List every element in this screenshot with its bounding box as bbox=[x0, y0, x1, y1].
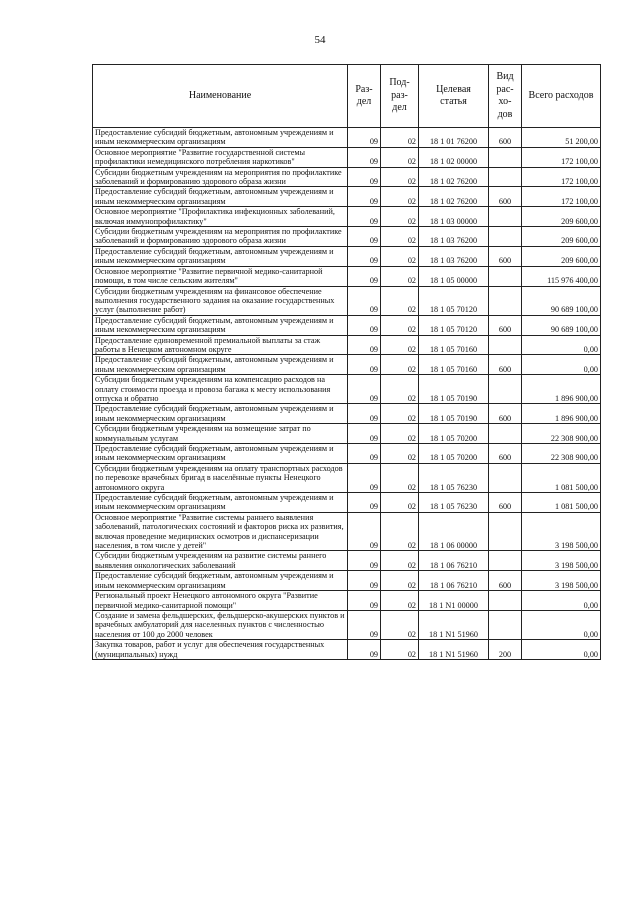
cell-target-article: 18 1 02 00000 bbox=[419, 147, 489, 167]
cell-subsection: 02 bbox=[381, 167, 419, 187]
table-row bbox=[93, 147, 601, 167]
cell-name: Субсидии бюджетным учреждениям на возмещение затрат по коммунальным услугам bbox=[93, 424, 348, 444]
table-row bbox=[93, 463, 601, 492]
cell-subsection: 02 bbox=[381, 493, 419, 513]
cell-expense-type bbox=[489, 167, 522, 187]
cell-total: 209 600,00 bbox=[522, 227, 601, 247]
cell-subsection: 02 bbox=[381, 571, 419, 591]
cell-name: Предоставление субсидий бюджетным, автономным учреждениям и иным некоммерческим организациям bbox=[93, 444, 348, 464]
cell-target-article: 18 1 05 76230 bbox=[419, 493, 489, 513]
cell-section: 09 bbox=[348, 286, 381, 315]
cell-name: Субсидии бюджетным учреждениям на мероприятия по профилактике заболеваний и формированию здорового образа жизни bbox=[93, 227, 348, 247]
cell-name: Предоставление единовременной премиальной выплаты за стаж работы в Ненецком автономном округе bbox=[93, 335, 348, 355]
cell-target-article: 18 1 05 00000 bbox=[419, 266, 489, 286]
table-row bbox=[93, 167, 601, 187]
table-row bbox=[93, 640, 601, 660]
cell-expense-type bbox=[489, 512, 522, 551]
cell-target-article: 18 1 05 70190 bbox=[419, 404, 489, 424]
cell-expense-type bbox=[489, 610, 522, 639]
cell-target-article: 18 1 05 70120 bbox=[419, 315, 489, 335]
table-row bbox=[93, 591, 601, 611]
cell-target-article: 18 1 05 70120 bbox=[419, 286, 489, 315]
table-row bbox=[93, 424, 601, 444]
table-row bbox=[93, 315, 601, 335]
cell-name: Создание и замена фельдшерских, фельдшерско-акушерских пунктов и врачебных амбулаторий для населенных пунктов с численностью населения от 100 до 2000 человек bbox=[93, 610, 348, 639]
cell-section: 09 bbox=[348, 315, 381, 335]
cell-subsection: 02 bbox=[381, 424, 419, 444]
cell-target-article: 18 1 05 70190 bbox=[419, 375, 489, 404]
cell-total: 172 100,00 bbox=[522, 167, 601, 187]
cell-expense-type: 600 bbox=[489, 571, 522, 591]
cell-target-article: 18 1 01 76200 bbox=[419, 128, 489, 148]
cell-section: 09 bbox=[348, 207, 381, 227]
cell-expense-type bbox=[489, 424, 522, 444]
page-number: 54 bbox=[314, 34, 326, 46]
table-body bbox=[93, 128, 601, 660]
cell-target-article: 18 1 05 76230 bbox=[419, 463, 489, 492]
cell-target-article: 18 1 02 76200 bbox=[419, 167, 489, 187]
header-total: Всего расходов bbox=[522, 65, 601, 128]
cell-subsection: 02 bbox=[381, 286, 419, 315]
cell-expense-type bbox=[489, 286, 522, 315]
cell-subsection: 02 bbox=[381, 315, 419, 335]
cell-section: 09 bbox=[348, 167, 381, 187]
cell-total: 1 896 900,00 bbox=[522, 404, 601, 424]
cell-name: Основное мероприятие "Развитие государственной системы профилактики немедицинского потребления наркотиков" bbox=[93, 147, 348, 167]
header-target-article: Целевая статья bbox=[419, 65, 489, 128]
table-header-row bbox=[93, 65, 601, 128]
cell-total: 1 081 500,00 bbox=[522, 463, 601, 492]
cell-target-article: 18 1 N1 51960 bbox=[419, 610, 489, 639]
cell-expense-type: 200 bbox=[489, 640, 522, 660]
cell-subsection: 02 bbox=[381, 404, 419, 424]
cell-expense-type: 600 bbox=[489, 404, 522, 424]
cell-subsection: 02 bbox=[381, 128, 419, 148]
cell-total: 0,00 bbox=[522, 610, 601, 639]
header-subsection: Под- раз- дел bbox=[381, 65, 419, 128]
cell-subsection: 02 bbox=[381, 463, 419, 492]
cell-section: 09 bbox=[348, 375, 381, 404]
cell-name: Предоставление субсидий бюджетным, автономным учреждениям и иным некоммерческим организациям bbox=[93, 404, 348, 424]
cell-target-article: 18 1 06 00000 bbox=[419, 512, 489, 551]
cell-total: 0,00 bbox=[522, 591, 601, 611]
cell-subsection: 02 bbox=[381, 227, 419, 247]
cell-total: 3 198 500,00 bbox=[522, 512, 601, 551]
table-row bbox=[93, 404, 601, 424]
table-row bbox=[93, 187, 601, 207]
cell-section: 09 bbox=[348, 444, 381, 464]
cell-target-article: 18 1 03 76200 bbox=[419, 246, 489, 266]
cell-name: Субсидии бюджетным учреждениям на оплату транспортных расходов по перевозке врачебных бригад в населённые пункты Ненецкого автономного округа bbox=[93, 463, 348, 492]
cell-total: 172 100,00 bbox=[522, 187, 601, 207]
cell-subsection: 02 bbox=[381, 591, 419, 611]
cell-name: Предоставление субсидий бюджетным, автономным учреждениям и иным некоммерческим организациям bbox=[93, 493, 348, 513]
cell-expense-type: 600 bbox=[489, 246, 522, 266]
cell-section: 09 bbox=[348, 493, 381, 513]
cell-total: 3 198 500,00 bbox=[522, 551, 601, 571]
cell-expense-type: 600 bbox=[489, 444, 522, 464]
cell-target-article: 18 1 05 70160 bbox=[419, 335, 489, 355]
cell-subsection: 02 bbox=[381, 551, 419, 571]
cell-total: 90 689 100,00 bbox=[522, 286, 601, 315]
cell-subsection: 02 bbox=[381, 207, 419, 227]
cell-section: 09 bbox=[348, 404, 381, 424]
cell-section: 09 bbox=[348, 591, 381, 611]
cell-name: Закупка товаров, работ и услуг для обеспечения государственных (муниципальных) нужд bbox=[93, 640, 348, 660]
cell-expense-type: 600 bbox=[489, 315, 522, 335]
cell-section: 09 bbox=[348, 147, 381, 167]
cell-expense-type: 600 bbox=[489, 493, 522, 513]
cell-section: 09 bbox=[348, 424, 381, 444]
cell-subsection: 02 bbox=[381, 187, 419, 207]
table-row bbox=[93, 375, 601, 404]
cell-total: 0,00 bbox=[522, 640, 601, 660]
cell-name: Предоставление субсидий бюджетным, автономным учреждениям и иным некоммерческим организациям bbox=[93, 187, 348, 207]
cell-expense-type: 600 bbox=[489, 355, 522, 375]
cell-total: 90 689 100,00 bbox=[522, 315, 601, 335]
cell-total: 172 100,00 bbox=[522, 147, 601, 167]
cell-target-article: 18 1 05 70160 bbox=[419, 355, 489, 375]
cell-expense-type: 600 bbox=[489, 128, 522, 148]
cell-section: 09 bbox=[348, 227, 381, 247]
header-expense-type: Вид рас- хо- дов bbox=[489, 65, 522, 128]
cell-total: 115 976 400,00 bbox=[522, 266, 601, 286]
table-row bbox=[93, 335, 601, 355]
cell-total: 3 198 500,00 bbox=[522, 571, 601, 591]
cell-subsection: 02 bbox=[381, 375, 419, 404]
cell-subsection: 02 bbox=[381, 640, 419, 660]
cell-name: Субсидии бюджетным учреждениям на развитие системы раннего выявления онкологических заболеваний bbox=[93, 551, 348, 571]
cell-expense-type: 600 bbox=[489, 187, 522, 207]
cell-section: 09 bbox=[348, 640, 381, 660]
cell-total: 0,00 bbox=[522, 355, 601, 375]
table-row bbox=[93, 128, 601, 148]
table-row bbox=[93, 266, 601, 286]
table-row bbox=[93, 227, 601, 247]
cell-total: 1 896 900,00 bbox=[522, 375, 601, 404]
cell-section: 09 bbox=[348, 128, 381, 148]
cell-subsection: 02 bbox=[381, 147, 419, 167]
cell-total: 51 200,00 bbox=[522, 128, 601, 148]
cell-name: Предоставление субсидий бюджетным, автономным учреждениям и иным некоммерческим организациям bbox=[93, 315, 348, 335]
cell-total: 209 600,00 bbox=[522, 246, 601, 266]
cell-subsection: 02 bbox=[381, 610, 419, 639]
cell-name: Предоставление субсидий бюджетным, автономным учреждениям и иным некоммерческим организациям bbox=[93, 571, 348, 591]
cell-section: 09 bbox=[348, 551, 381, 571]
cell-name: Предоставление субсидий бюджетным, автономным учреждениям и иным некоммерческим организациям bbox=[93, 246, 348, 266]
cell-subsection: 02 bbox=[381, 444, 419, 464]
cell-section: 09 bbox=[348, 571, 381, 591]
table-row bbox=[93, 493, 601, 513]
cell-section: 09 bbox=[348, 610, 381, 639]
cell-section: 09 bbox=[348, 187, 381, 207]
cell-target-article: 18 1 03 76200 bbox=[419, 227, 489, 247]
cell-target-article: 18 1 05 70200 bbox=[419, 424, 489, 444]
cell-target-article: 18 1 02 76200 bbox=[419, 187, 489, 207]
header-name: Наименование bbox=[93, 65, 348, 128]
cell-total: 209 600,00 bbox=[522, 207, 601, 227]
cell-subsection: 02 bbox=[381, 246, 419, 266]
table-row bbox=[93, 355, 601, 375]
cell-target-article: 18 1 06 76210 bbox=[419, 551, 489, 571]
cell-name: Основное мероприятие "Развитие первичной медико-санитарной помощи, в том числе сельским жителям" bbox=[93, 266, 348, 286]
cell-name: Предоставление субсидий бюджетным, автономным учреждениям и иным некоммерческим организациям bbox=[93, 355, 348, 375]
cell-expense-type bbox=[489, 207, 522, 227]
cell-name: Субсидии бюджетным учреждениям на мероприятия по профилактике заболеваний и формированию здорового образа жизни bbox=[93, 167, 348, 187]
cell-expense-type bbox=[489, 266, 522, 286]
cell-name: Основное мероприятие "Профилактика инфекционных заболеваний, включая иммунопрофилактику" bbox=[93, 207, 348, 227]
cell-section: 09 bbox=[348, 355, 381, 375]
cell-subsection: 02 bbox=[381, 266, 419, 286]
cell-total: 22 308 900,00 bbox=[522, 424, 601, 444]
cell-expense-type bbox=[489, 227, 522, 247]
table-row bbox=[93, 512, 601, 551]
cell-name: Предоставление субсидий бюджетным, автономным учреждениям и иным некоммерческим организациям bbox=[93, 128, 348, 148]
cell-expense-type bbox=[489, 551, 522, 571]
cell-section: 09 bbox=[348, 335, 381, 355]
header-section: Раз- дел bbox=[348, 65, 381, 128]
table-row bbox=[93, 444, 601, 464]
table-row bbox=[93, 571, 601, 591]
table-row bbox=[93, 551, 601, 571]
cell-subsection: 02 bbox=[381, 355, 419, 375]
table-row bbox=[93, 286, 601, 315]
cell-target-article: 18 1 03 00000 bbox=[419, 207, 489, 227]
cell-name: Субсидии бюджетным учреждениям на финансовое обеспечение выполнения государственного задания на оказание государственных услуг (выполнение работ) bbox=[93, 286, 348, 315]
cell-expense-type bbox=[489, 147, 522, 167]
cell-section: 09 bbox=[348, 266, 381, 286]
cell-section: 09 bbox=[348, 246, 381, 266]
cell-section: 09 bbox=[348, 512, 381, 551]
budget-table bbox=[92, 64, 601, 660]
table-row bbox=[93, 610, 601, 639]
cell-subsection: 02 bbox=[381, 335, 419, 355]
table-row bbox=[93, 207, 601, 227]
cell-total: 1 081 500,00 bbox=[522, 493, 601, 513]
cell-expense-type bbox=[489, 591, 522, 611]
cell-target-article: 18 1 06 76210 bbox=[419, 571, 489, 591]
cell-expense-type bbox=[489, 375, 522, 404]
cell-name: Основное мероприятие "Развитие системы раннего выявления заболеваний, патологических состояний и факторов риска их развития, включая проведение медицинских осмотров и диспансеризации населения, в том числе у детей" bbox=[93, 512, 348, 551]
cell-target-article: 18 1 N1 00000 bbox=[419, 591, 489, 611]
table-row bbox=[93, 246, 601, 266]
cell-name: Субсидии бюджетным учреждениям на компенсацию расходов на оплату стоимости проезда и провоза багажа к месту использования отпуска и обратно bbox=[93, 375, 348, 404]
cell-total: 0,00 bbox=[522, 335, 601, 355]
cell-total: 22 308 900,00 bbox=[522, 444, 601, 464]
cell-subsection: 02 bbox=[381, 512, 419, 551]
cell-name: Региональный проект Ненецкого автономного округа "Развитие первичной медико-санитарной помощи" bbox=[93, 591, 348, 611]
cell-expense-type bbox=[489, 463, 522, 492]
cell-section: 09 bbox=[348, 463, 381, 492]
cell-target-article: 18 1 N1 51960 bbox=[419, 640, 489, 660]
cell-target-article: 18 1 05 70200 bbox=[419, 444, 489, 464]
cell-expense-type bbox=[489, 335, 522, 355]
